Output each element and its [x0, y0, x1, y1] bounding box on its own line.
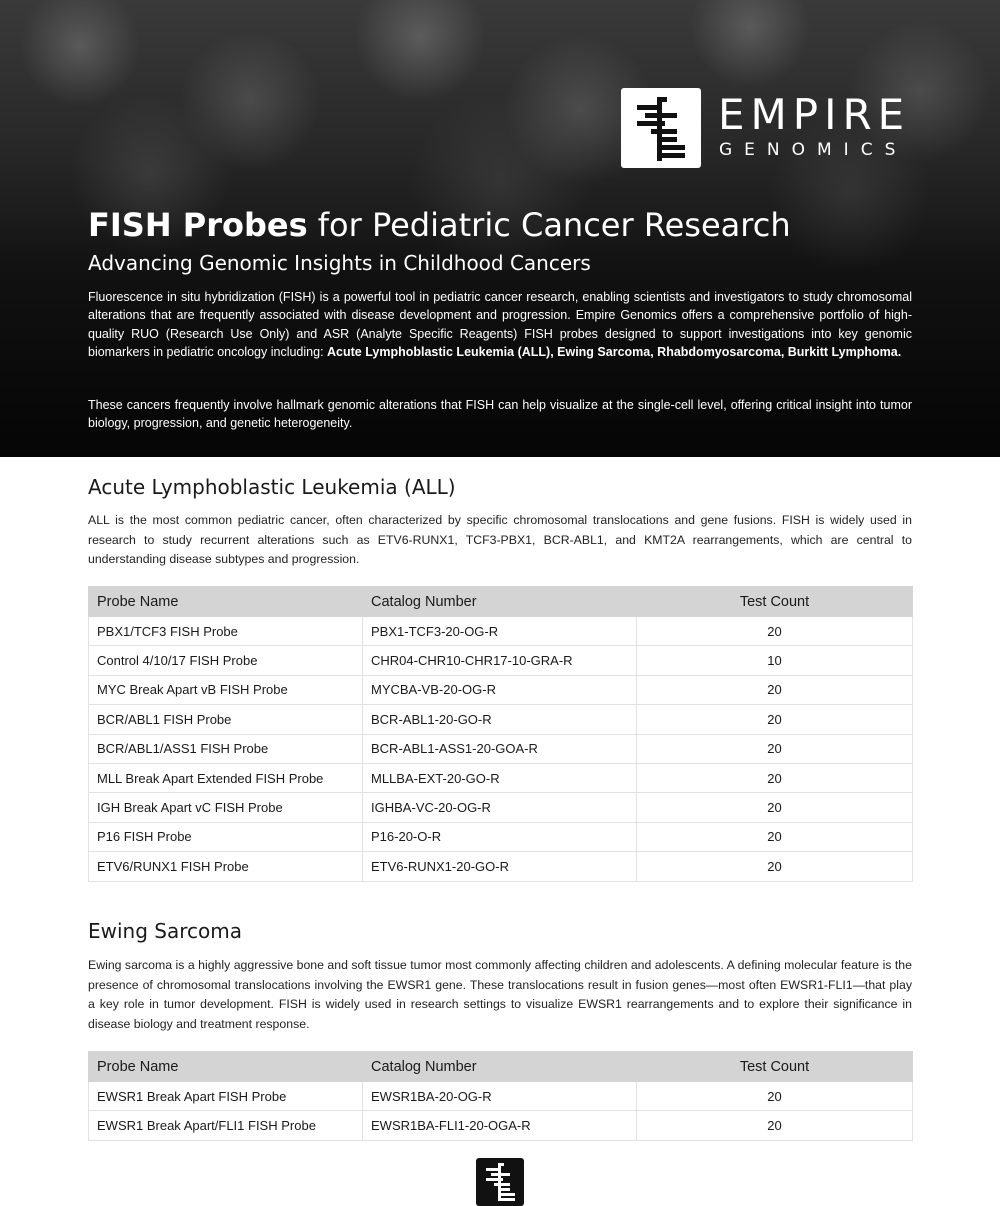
probe-name-cell: EWSR1 Break Apart FISH Probe: [89, 1082, 363, 1111]
table-row: [89, 646, 913, 675]
probe-name-cell: BCR/ABL1 FISH Probe: [89, 705, 363, 734]
test-count-cell: 20: [637, 793, 913, 822]
hero-banner: [0, 0, 1000, 457]
test-count-cell: 20: [637, 822, 913, 851]
test-count-cell: 20: [637, 705, 913, 734]
catalog-number-cell: ETV6-RUNX1-20-GO-R: [363, 852, 637, 881]
catalog-number-cell: P16-20-O-R: [363, 822, 637, 851]
section-title-all: Acute Lymphoblastic Leukemia (ALL): [88, 475, 456, 499]
header-probe-name: Probe Name: [89, 1052, 363, 1082]
page-title: [88, 205, 791, 245]
probe-name-cell: IGH Break Apart vC FISH Probe: [89, 793, 363, 822]
section-desc-all: ALL is the most common pediatric cancer, often characterized by specific chromosomal translocations and gene fusions. FISH is widely used in research to study recurrent alterations such as ETV6-RUNX1, TCF3-PBX1, BCR-ABL1, and KMT2A rearrangements, which are central to understanding disease subtypes and progression.: [88, 513, 912, 566]
table-header-row: [89, 1052, 913, 1082]
test-count-cell: 20: [637, 763, 913, 792]
table-row: [89, 1111, 913, 1140]
test-count-cell: 20: [637, 852, 913, 881]
intro-cancer-list: Acute Lymphoblastic Leukemia (ALL), Ewing Sarcoma, Rhabdomyosarcoma, Burkitt Lymphoma.: [327, 344, 902, 359]
header-catalog-number: Catalog Number: [363, 587, 637, 617]
table-row: [89, 705, 913, 734]
test-count-cell: 20: [637, 734, 913, 763]
catalog-number-cell: IGHBA-VC-20-OG-R: [363, 793, 637, 822]
catalog-number-cell: MYCBA-VB-20-OG-R: [363, 675, 637, 704]
table-row: [89, 793, 913, 822]
test-count-cell: 20: [637, 1082, 913, 1111]
catalog-number-cell: BCR-ABL1-ASS1-20-GOA-R: [363, 734, 637, 763]
probe-name-cell: ETV6/RUNX1 FISH Probe: [89, 852, 363, 881]
intro-paragraph-2: These cancers frequently involve hallmark genomic alterations that FISH can help visualize at the single-cell level, offering critical insight into tumor biology, progression, and genetic heterogeneity.: [88, 398, 912, 431]
probe-name-cell: EWSR1 Break Apart/FLI1 FISH Probe: [89, 1111, 363, 1140]
header-probe-name: Probe Name: [89, 587, 363, 617]
catalog-number-cell: EWSR1BA-20-OG-R: [363, 1082, 637, 1111]
section-desc-ewing: Ewing sarcoma is a highly aggressive bone and soft tissue tumor most commonly affecting children and adolescents. A defining molecular feature is the presence of chromosomal translocations involving the EWSR1 gene. These translocations result in fusion genes—most often EWSR1-FLI1—that play a key role in tumor development. FISH is widely used in research settings to visualize EWSR1 rearrangements and to explore their significance in disease biology and treatment response.: [88, 958, 912, 1031]
probe-name-cell: MYC Break Apart vB FISH Probe: [89, 675, 363, 704]
section-title-ewing: Ewing Sarcoma: [88, 919, 242, 943]
table-row: [89, 852, 913, 881]
catalog-number-cell: MLLBA-EXT-20-GO-R: [363, 763, 637, 792]
catalog-number-cell: CHR04-CHR10-CHR17-10-GRA-R: [363, 646, 637, 675]
intro-text: Fluorescence in situ hybridization (FISH) is a powerful tool in pediatric cancer research, enabling scientists and investigators to study chromosomal alterations that are frequently associated with disease development and progression. Empire Genomics offers a comprehensive portfolio of high-quality RUO (Research Use Only) and ASR (Analyte Specific Reagents) FISH probes designed to support investigations into key genomic biomarkers in pediatric oncology including:: [88, 290, 912, 359]
probe-name-cell: BCR/ABL1/ASS1 FISH Probe: [89, 734, 363, 763]
logo-subword: GENOMICS: [719, 140, 908, 160]
test-count-cell: 10: [637, 646, 913, 675]
header-catalog-number: Catalog Number: [363, 1052, 637, 1082]
probe-name-cell: Control 4/10/17 FISH Probe: [89, 646, 363, 675]
footer-logo-mark-icon: [476, 1158, 524, 1206]
logo-wordmark: EMPIRE: [718, 90, 911, 139]
catalog-number-cell: BCR-ABL1-20-GO-R: [363, 705, 637, 734]
empire-genomics-logo: [621, 88, 913, 168]
test-count-cell: 20: [637, 617, 913, 646]
test-count-cell: 20: [637, 1111, 913, 1140]
header-test-count: Test Count: [637, 587, 913, 617]
logo-mark-icon: [621, 88, 701, 168]
test-count-cell: 20: [637, 675, 913, 704]
probe-table-all: [88, 586, 913, 882]
page-title-rest: for Pediatric Cancer Research: [307, 206, 791, 244]
probe-name-cell: MLL Break Apart Extended FISH Probe: [89, 763, 363, 792]
intro-paragraph: [88, 288, 912, 361]
header-test-count: Test Count: [637, 1052, 913, 1082]
table-header-row: [89, 587, 913, 617]
table-row: [89, 617, 913, 646]
page-subtitle: Advancing Genomic Insights in Childhood Cancers: [88, 251, 591, 275]
table-row: [89, 1082, 913, 1111]
table-row: [89, 822, 913, 851]
probe-name-cell: P16 FISH Probe: [89, 822, 363, 851]
probe-name-cell: PBX1/TCF3 FISH Probe: [89, 617, 363, 646]
table-row: [89, 675, 913, 704]
table-row: [89, 763, 913, 792]
catalog-number-cell: EWSR1BA-FLI1-20-OGA-R: [363, 1111, 637, 1140]
catalog-number-cell: PBX1-TCF3-20-OG-R: [363, 617, 637, 646]
page-title-bold: FISH Probes: [88, 206, 308, 244]
table-row: [89, 734, 913, 763]
probe-table-ewing: [88, 1051, 913, 1141]
